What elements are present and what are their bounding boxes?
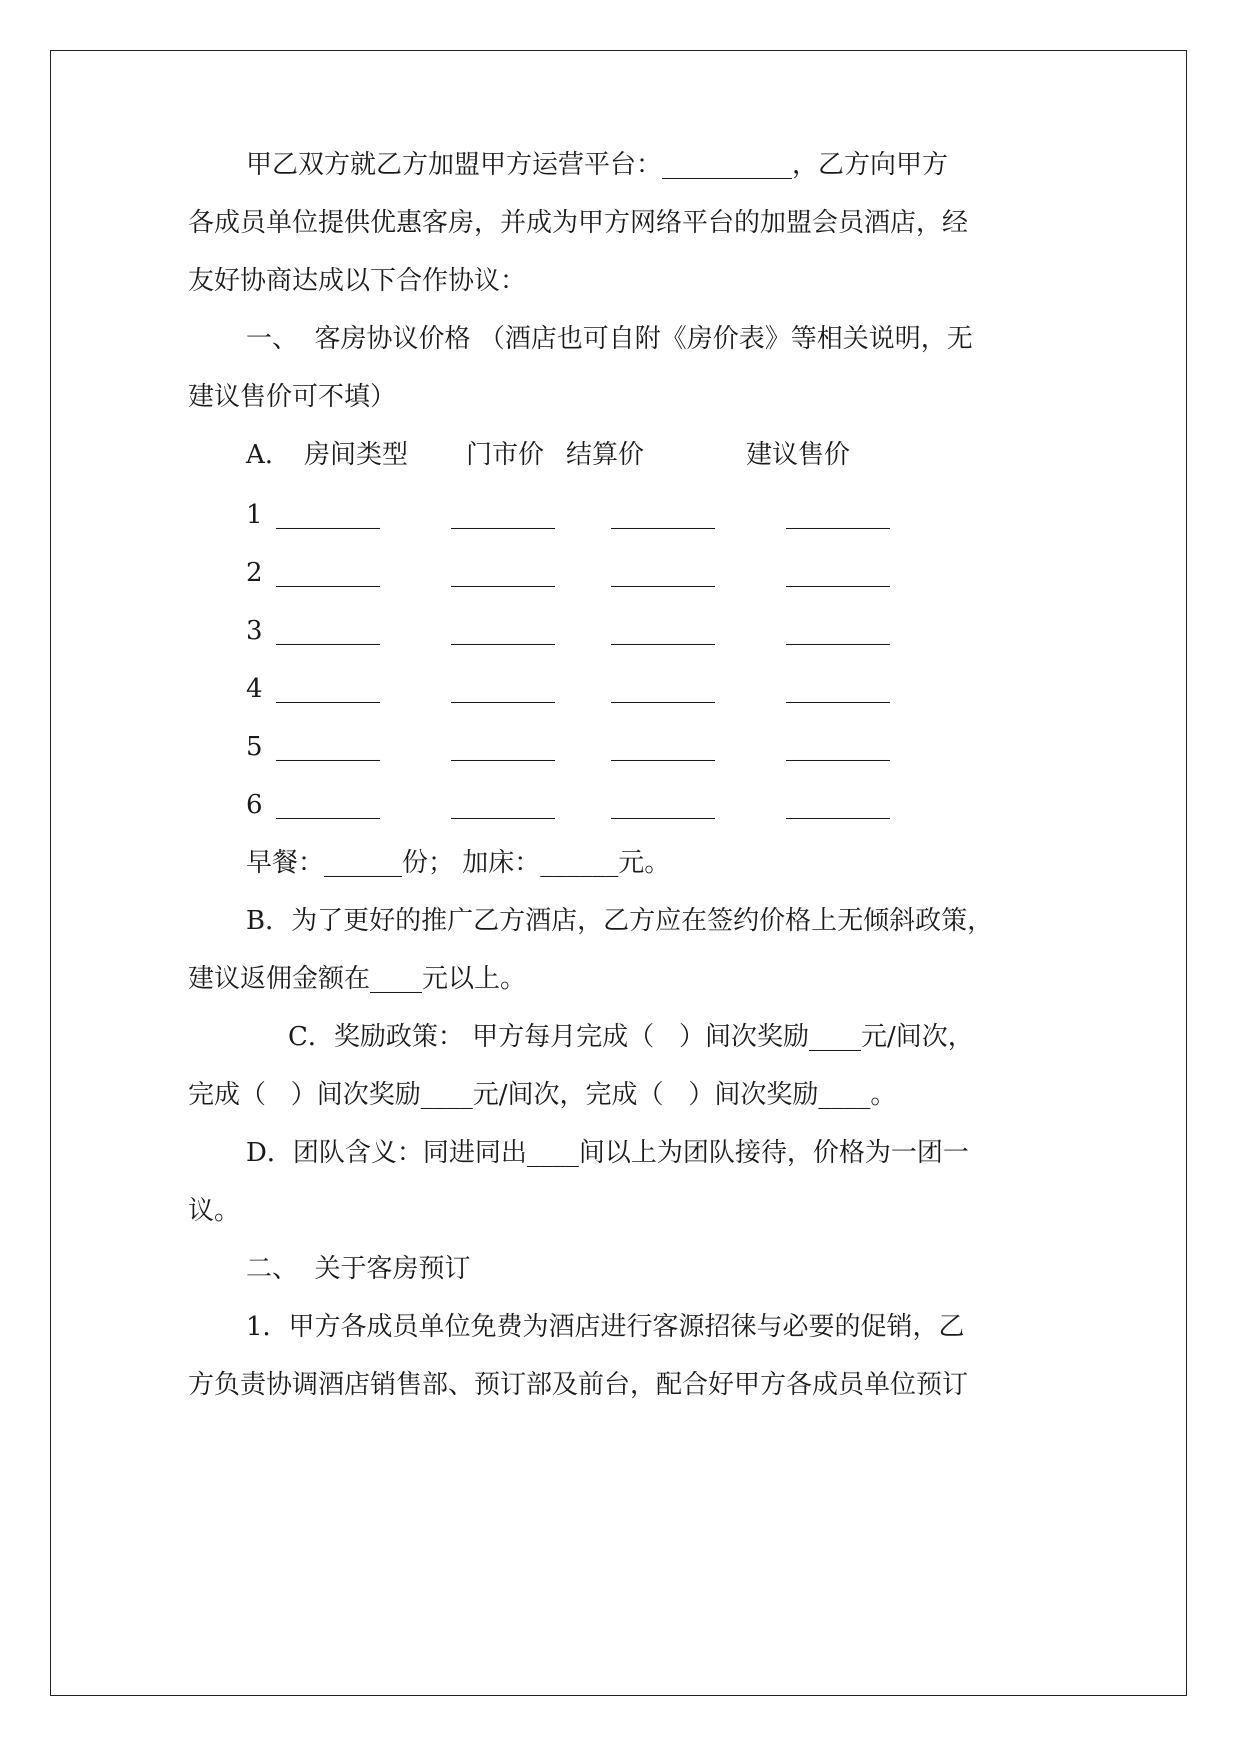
clause-c-line-1: C．奖励政策： 甲方每月完成（ ）间次奖励____元/间次， <box>288 1022 974 1052</box>
clause-c-line-2: 完成（ ）间次奖励____元/间次，完成（ ）间次奖励____。 <box>188 1080 897 1110</box>
section-1-heading-cont: 建议售价可不填） <box>188 382 397 412</box>
row-number: 2 <box>246 558 263 588</box>
room-type-blank: ________ <box>276 616 380 646</box>
row-number: 1 <box>246 500 263 530</box>
item-1-line-2: 方负责协调酒店销售部、预订部及前台，配合好甲方各成员单位预订 <box>188 1370 969 1400</box>
room-type-blank: ________ <box>276 732 380 762</box>
rack-price-blank: ________ <box>451 558 555 588</box>
breakfast-extra-bed-line: 早餐：______份； 加床：______元。 <box>246 848 671 878</box>
rack-price-blank: ________ <box>451 500 555 530</box>
row-number: 5 <box>246 732 263 762</box>
settlement-price-blank: ________ <box>611 674 715 704</box>
row-number: 4 <box>246 674 263 704</box>
settlement-price-blank: ________ <box>611 732 715 762</box>
suggested-price-blank: ________ <box>786 558 890 588</box>
intro-line-3: 友好协商达成以下合作协议： <box>188 266 527 296</box>
suggested-price-blank: ________ <box>786 616 890 646</box>
row-number: 3 <box>246 616 263 646</box>
intro-line-1: 甲乙双方就乙方加盟甲方运营平台：__________，乙方向甲方 <box>246 150 949 180</box>
header-rack-price: 门市价 <box>466 440 545 470</box>
clause-b-line-2: 建议返佣金额在____元以上。 <box>188 964 527 994</box>
header-room-type: 房间类型 <box>304 440 409 470</box>
header-settlement-price: 结算价 <box>566 440 645 470</box>
suggested-price-blank: ________ <box>786 674 890 704</box>
suggested-price-blank: ________ <box>786 790 890 820</box>
rack-price-blank: ________ <box>451 732 555 762</box>
room-type-blank: ________ <box>276 674 380 704</box>
settlement-price-blank: ________ <box>611 558 715 588</box>
settlement-price-blank: ________ <box>611 616 715 646</box>
room-type-blank: ________ <box>276 558 380 588</box>
rack-price-blank: ________ <box>451 674 555 704</box>
settlement-price-blank: ________ <box>611 500 715 530</box>
room-type-blank: ________ <box>276 500 380 530</box>
suggested-price-blank: ________ <box>786 500 890 530</box>
clause-b-line-1: B．为了更好的推广乙方酒店，乙方应在签约价格上无倾斜政策， <box>246 906 994 936</box>
room-type-blank: ________ <box>276 790 380 820</box>
section-1-heading: 一、 客房协议价格 （酒店也可自附《房价表》等相关说明，无 <box>246 324 973 354</box>
header-suggested-price: 建议售价 <box>746 440 851 470</box>
settlement-price-blank: ________ <box>611 790 715 820</box>
header-label-a: A. <box>246 440 274 470</box>
section-2-heading: 二、 关于客房预订 <box>246 1254 471 1284</box>
row-number: 6 <box>246 790 263 820</box>
item-1-line-1: 1．甲方各成员单位免费为酒店进行客源招徕与必要的促销，乙 <box>246 1312 965 1342</box>
intro-line-2: 各成员单位提供优惠客房，并成为甲方网络平台的加盟会员酒店，经 <box>188 208 969 238</box>
clause-d-line-2: 议。 <box>188 1196 241 1226</box>
clause-d-line-1: D．团队含义：同进同出____间以上为团队接待，价格为一团一 <box>246 1138 969 1168</box>
suggested-price-blank: ________ <box>786 732 890 762</box>
rack-price-blank: ________ <box>451 790 555 820</box>
rack-price-blank: ________ <box>451 616 555 646</box>
